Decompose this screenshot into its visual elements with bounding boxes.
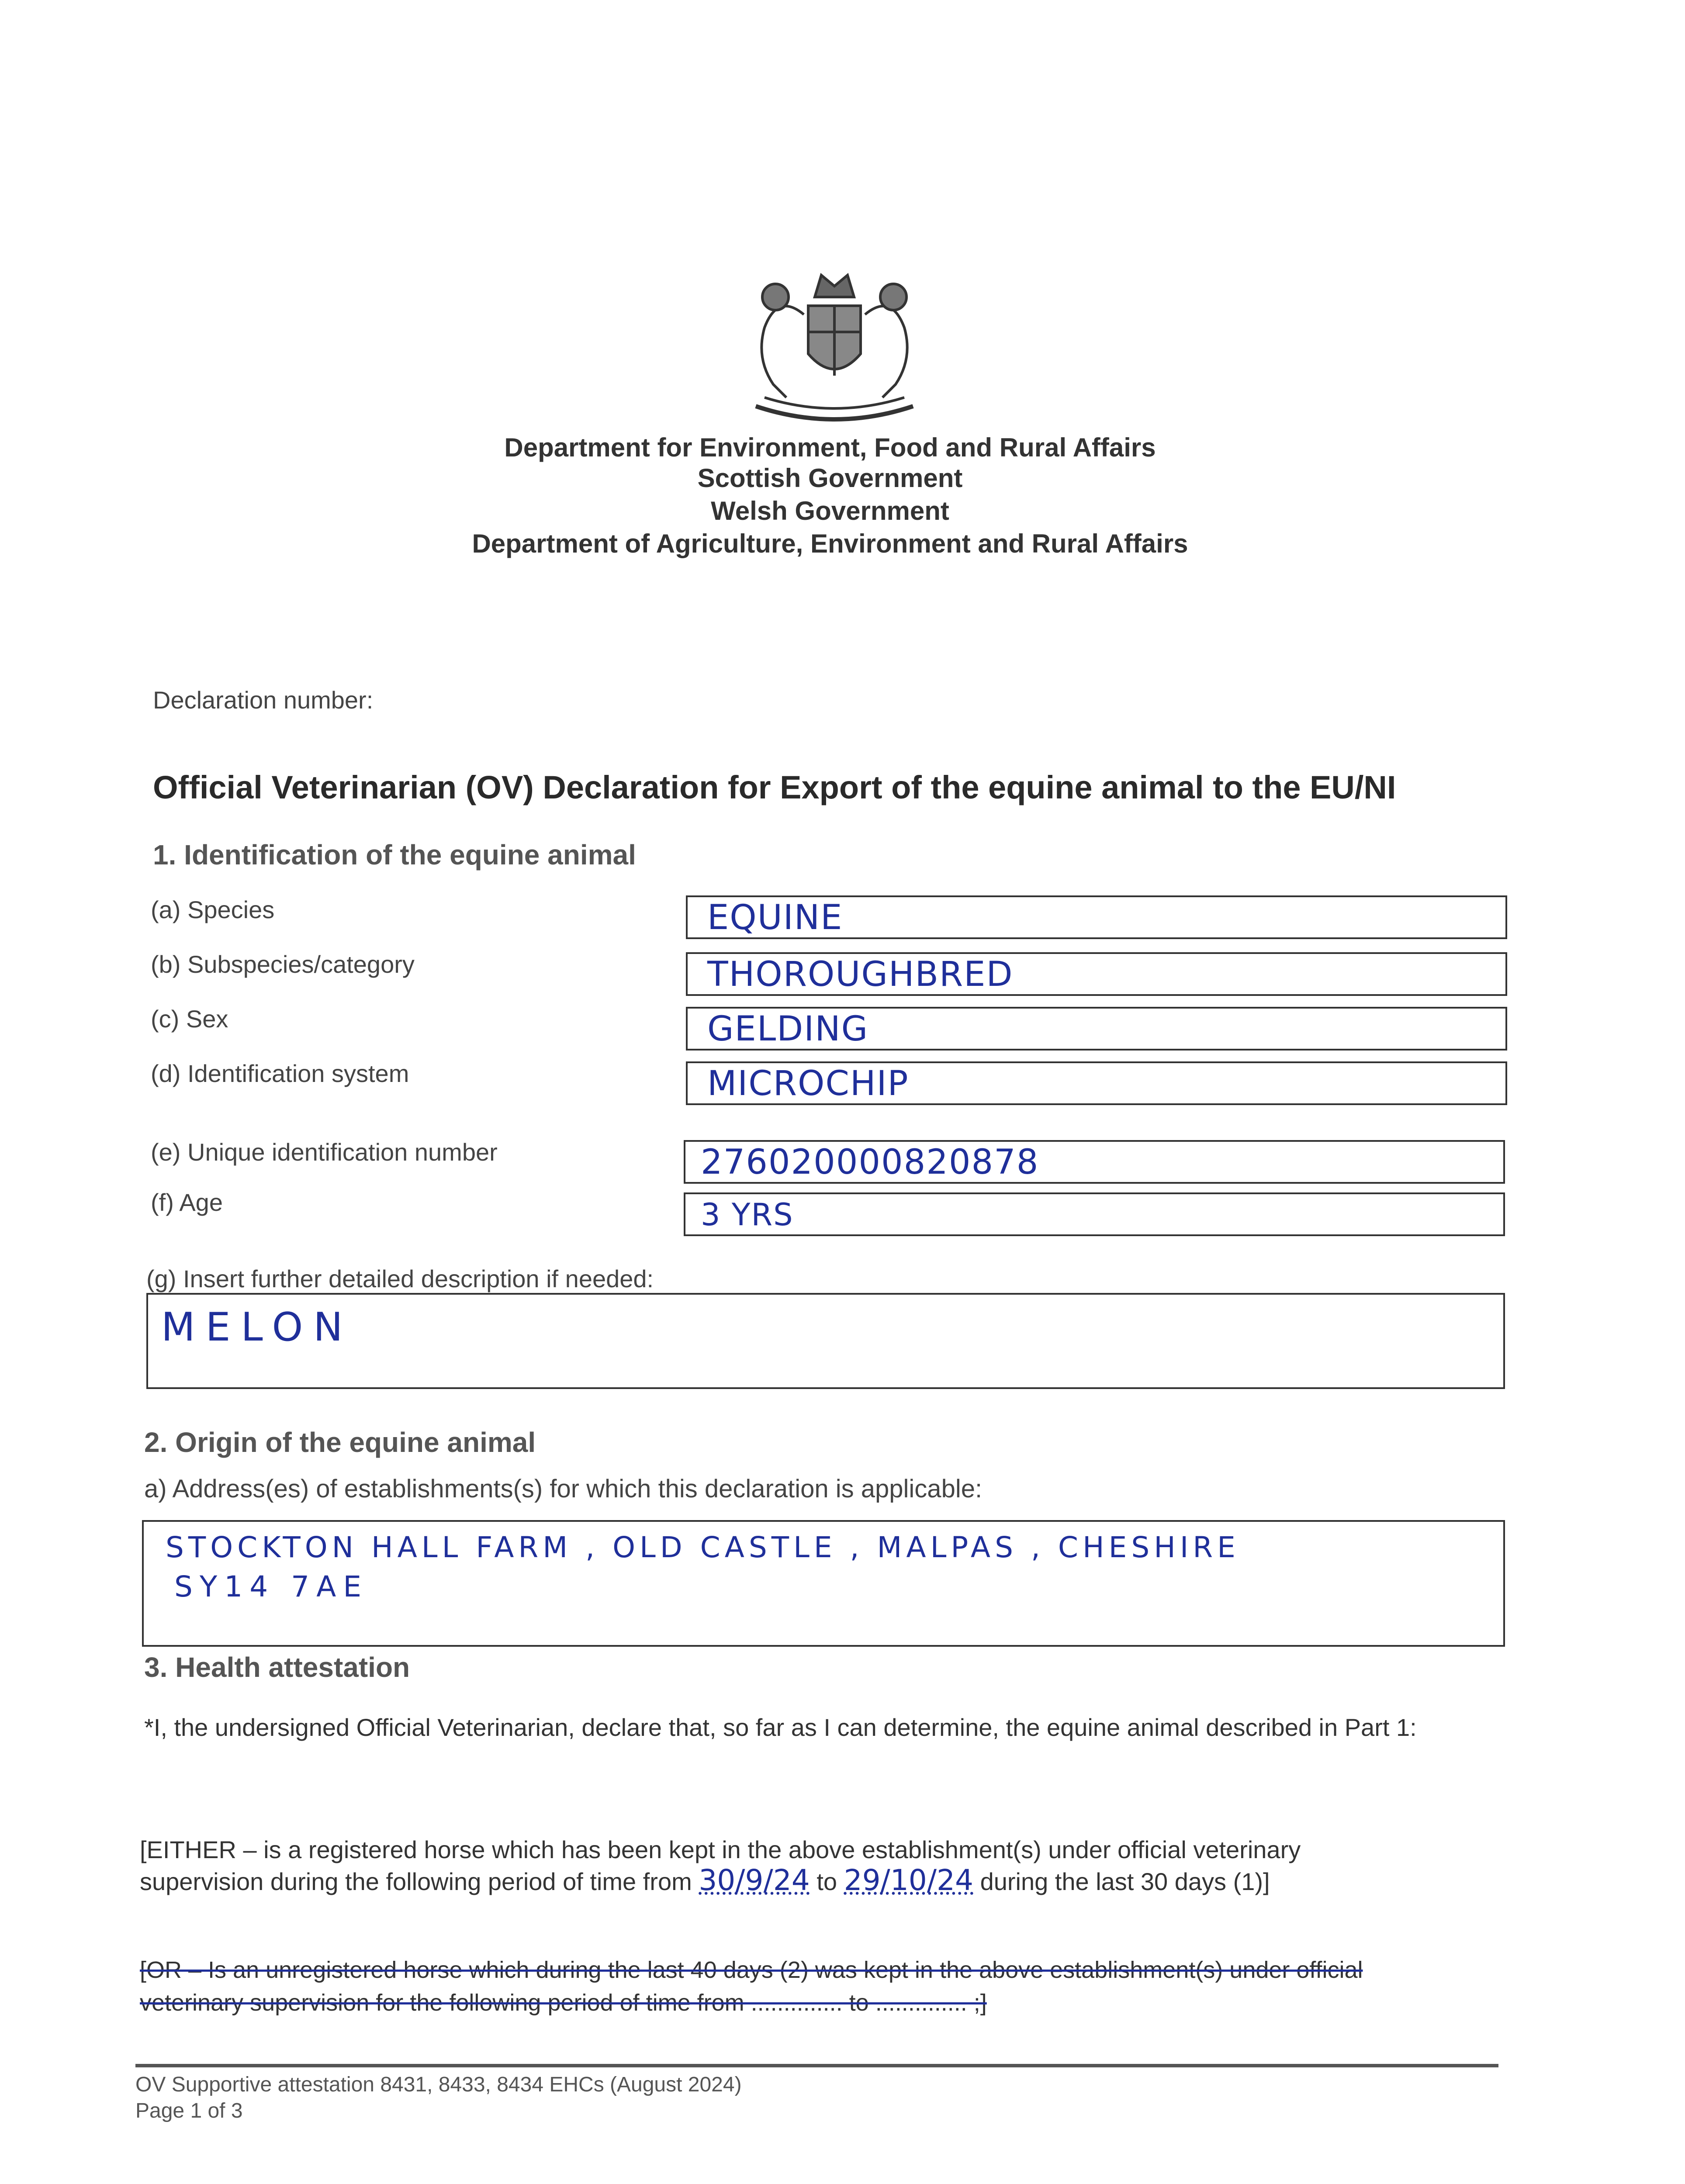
declaration-number-label: Declaration number: xyxy=(153,686,374,714)
age-field[interactable]: 3 YRS xyxy=(684,1192,1505,1236)
date-from-field[interactable]: 30/9/24 xyxy=(699,1863,810,1897)
unique-id-field[interactable]: 276020000820878 xyxy=(684,1140,1505,1184)
identification-system-field[interactable]: MICROCHIP xyxy=(686,1061,1507,1105)
either-line-2-start: supervision during the following period of time from xyxy=(140,1868,692,1895)
age-label: (f) Age xyxy=(151,1189,223,1216)
page-title: Official Veterinarian (OV) Declaration for Export of the equine animal to the EU/NI xyxy=(153,769,1396,805)
royal-crest-emblem xyxy=(738,266,931,432)
section1-heading: 1. Identification of the equine animal xyxy=(153,839,636,871)
identification-system-label: (d) Identification system xyxy=(151,1060,409,1087)
or-line-1-struck: [OR – Is an unregistered horse which during the last 40 days (2) was kept in the above establishment(s) under official xyxy=(140,1957,1363,1983)
or-line-2-struck: veterinary supervision for the following period of time from .............. to .............. ;] xyxy=(140,1990,987,2016)
dept-line-daera: Department of Agriculture, Environment and Rural Affairs xyxy=(472,529,1188,558)
footer-divider xyxy=(135,2064,1498,2067)
sex-label: (c) Sex xyxy=(151,1005,228,1033)
either-line-2-end: during the last 30 days (1)] xyxy=(980,1868,1270,1895)
either-line-1: [EITHER – is a registered horse which has been kept in the above establishment(s) under official veterinary xyxy=(140,1836,1301,1863)
section2-heading: 2. Origin of the equine animal xyxy=(144,1427,536,1458)
species-field[interactable]: EQUINE xyxy=(686,895,1507,939)
footer-page-number: Page 1 of 3 xyxy=(135,2099,243,2122)
further-description-label: (g) Insert further detailed description if needed: xyxy=(146,1265,654,1292)
footer-attestation-ref: OV Supportive attestation 8431, 8433, 8434 EHCs (August 2024) xyxy=(135,2073,742,2096)
subspecies-field[interactable]: THOROUGHBRED xyxy=(686,952,1507,996)
either-line-2 xyxy=(140,1865,1270,1897)
section3-heading: 3. Health attestation xyxy=(144,1652,410,1683)
date-to-field[interactable]: 29/10/24 xyxy=(844,1863,973,1897)
dept-line-welsh: Welsh Government xyxy=(711,496,949,525)
address-field[interactable] xyxy=(142,1520,1505,1647)
either-to-word: to xyxy=(817,1868,837,1895)
address-line-2: SY14 7AE xyxy=(174,1570,369,1603)
subspecies-label: (b) Subspecies/category xyxy=(151,950,415,978)
dept-line-scottish: Scottish Government xyxy=(697,463,963,493)
address-label: a) Address(es) of establishments(s) for which this declaration is applicable: xyxy=(144,1475,983,1503)
health-intro-text: *I, the undersigned Official Veterinarian, declare that, so far as I can determine, the equine animal described in Part 1: xyxy=(144,1714,1417,1741)
further-description-field[interactable]: MELON xyxy=(146,1293,1505,1389)
species-label: (a) Species xyxy=(151,896,275,923)
sex-field[interactable]: GELDING xyxy=(686,1007,1507,1051)
dept-line-defra: Department for Environment, Food and Rural Affairs xyxy=(504,433,1156,462)
address-line-1: STOCKTON HALL FARM , OLD CASTLE , MALPAS , CHESHIRE xyxy=(166,1531,1240,1564)
unique-id-label: (e) Unique identification number xyxy=(151,1138,498,1166)
